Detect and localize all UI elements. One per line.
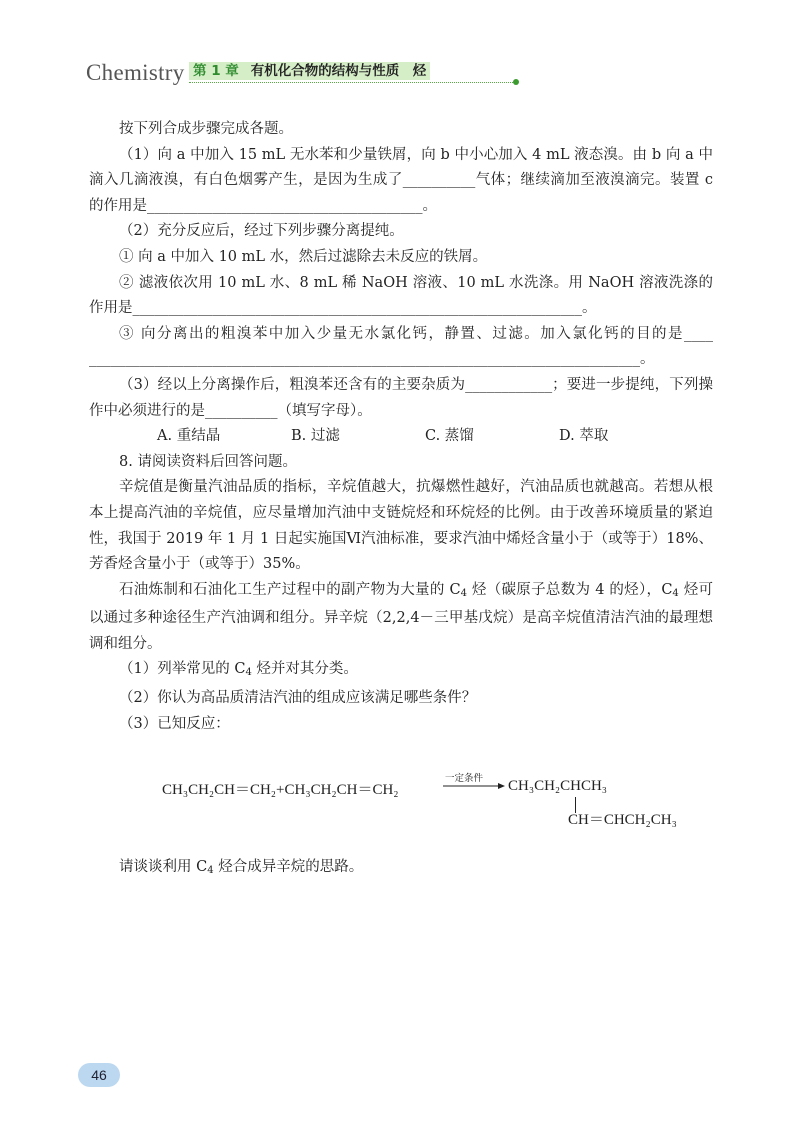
question-1-paragraph: （1）向 a 中加入 15 mL 无水苯和少量铁屑，向 b 中小心加入 4 mL 液态溴。由 b 向 a 中滴入几滴液溴，有白色烟雾产生，是因为生成了__________气体；继续滴加至液溴滴完。装置 c 的作用是______________________________________。 xyxy=(89,146,713,214)
text-run: （填写字母）。 xyxy=(277,402,372,419)
text-run: ③ 向分离出的粗溴苯中加入少量无水氯化钙，静置、过滤。加入氯化钙的目的是 xyxy=(119,325,684,342)
sub-question-2: （2）你认为高品质清洁汽油的组成应该满足哪些条件？ xyxy=(119,690,477,707)
c4-paragraph xyxy=(89,578,713,658)
question-3-paragraph: （3）经以上分离操作后，粗溴苯还含有的主要杂质为____________；要进一步提纯，下列操作中必须进行的是__________（填写字母）。 xyxy=(89,376,713,419)
sub-question-3: （3）已知反应： xyxy=(119,715,230,732)
step-1-paragraph: ① 向 a 中加入 10 mL 水，然后过滤除去未反应的铁屑。 xyxy=(119,248,488,265)
reaction-equation xyxy=(162,770,722,840)
text-run: 气体；继续滴加至液溴滴完。装置 c 的作用是 xyxy=(89,172,713,214)
text-run: 请谈谈利用 C xyxy=(119,859,208,875)
text-run: 烃合成异辛烷的思路。 xyxy=(213,859,364,875)
intro-paragraph: 按下列合成步骤完成各题。 xyxy=(119,121,293,137)
chapter-bar xyxy=(189,62,430,80)
subscript: 4 xyxy=(460,587,467,599)
reaction-arrow-icon xyxy=(443,781,505,791)
text-run: 。 xyxy=(640,351,655,368)
reaction-condition: 一定条件 xyxy=(445,773,484,784)
octane-paragraph: 辛烷值是衡量汽油品质的指标，辛烷值越大，抗爆燃性越好，汽油品质也就越高。若想从根本上提高汽油的辛烷值，应尽量增加汽油中支链烷烃和环烷烃的比例。由于改善环境质量的紧迫性，我国于 2019 年 1 月 1 日起实施国Ⅵ汽油标准，要求汽油中烯烃含量小于（或等于）18%、芳香烃含量小于（或等于）35%。 xyxy=(89,479,713,573)
subscript: 4 xyxy=(672,587,679,599)
text-run: （1）列举常见的 C xyxy=(119,661,246,678)
option-b: B. 过滤 xyxy=(291,428,340,445)
text-run: ；要进一步提纯，下列操作中必须进行的是 xyxy=(89,376,713,419)
text-run: 烃（碳原子总数为 4 的烃），C xyxy=(467,581,673,598)
text-run: 。 xyxy=(582,300,597,317)
closing-question xyxy=(119,855,363,884)
subscript: 4 xyxy=(245,667,252,679)
header-rule xyxy=(189,82,515,83)
subscript: 4 xyxy=(207,865,214,876)
step-3-paragraph: ③ 向分离出的粗溴苯中加入少量无水氯化钙，静置、过滤。加入氯化钙的目的是____ ____________________________________________________________________________。 xyxy=(89,325,713,368)
sub-question-1 xyxy=(89,657,713,686)
brand-title: Chemistry xyxy=(86,60,185,85)
text-run: 烃可以通过多种途径生产汽油调和组分。异辛烷（2,2,4－三甲基戊烷）是高辛烷值清洁汽油的最理想调和组分。 xyxy=(89,581,714,652)
product-branch: CH＝CHCH₂CH₃ xyxy=(568,812,677,828)
reactants: CH₃CH₂CH＝CH₂+CH₃CH₂CH＝CH₂ xyxy=(162,782,399,798)
text-run: ② 滤液依次用 10 mL 水、8 mL 稀 NaOH 溶液、10 mL 水洗涤。用 NaOH 溶液洗涤的作用是 xyxy=(89,274,713,317)
chapter-number: 第 1 章 xyxy=(193,63,239,79)
product: CH₃CH₂CHCH₃ xyxy=(508,778,608,794)
page-number: 46 xyxy=(78,1063,120,1087)
main-text xyxy=(89,117,713,737)
chapter-title: 有机化合物的结构与性质 烃 xyxy=(250,63,427,79)
step-2-paragraph: ② 滤液依次用 10 mL 水、8 mL 稀 NaOH 溶液、10 mL 水洗涤。用 NaOH 溶液洗涤的作用是______________________________________________________________。 xyxy=(89,274,713,317)
text-run: （3）经以上分离操作后，粗溴苯还含有的主要杂质为 xyxy=(119,376,466,393)
question-8-heading: 8. 请阅读资料后回答问题。 xyxy=(119,453,297,470)
text-run: 石油炼制和石油化工生产过程中的副产物为大量的 C xyxy=(119,581,461,598)
text-run: （1）向 a 中加入 15 mL 无水苯和少量铁屑，向 b 中小心加入 4 mL 液态溴。由 b 向 a 中滴入几滴液溴，有白色烟雾产生，是因为生成了 xyxy=(89,146,713,189)
answer-options xyxy=(89,424,713,450)
header-dot xyxy=(513,79,519,85)
question-2-paragraph: （2）充分反应后，经过下列步骤分离提纯。 xyxy=(119,223,404,240)
option-c: C. 蒸馏 xyxy=(425,428,474,445)
page-header xyxy=(86,58,446,90)
text-run: 。 xyxy=(422,197,437,214)
text-run: 烃并对其分类。 xyxy=(251,661,358,678)
option-d: D. 萃取 xyxy=(559,428,609,445)
option-a: A. 重结晶 xyxy=(157,428,221,445)
